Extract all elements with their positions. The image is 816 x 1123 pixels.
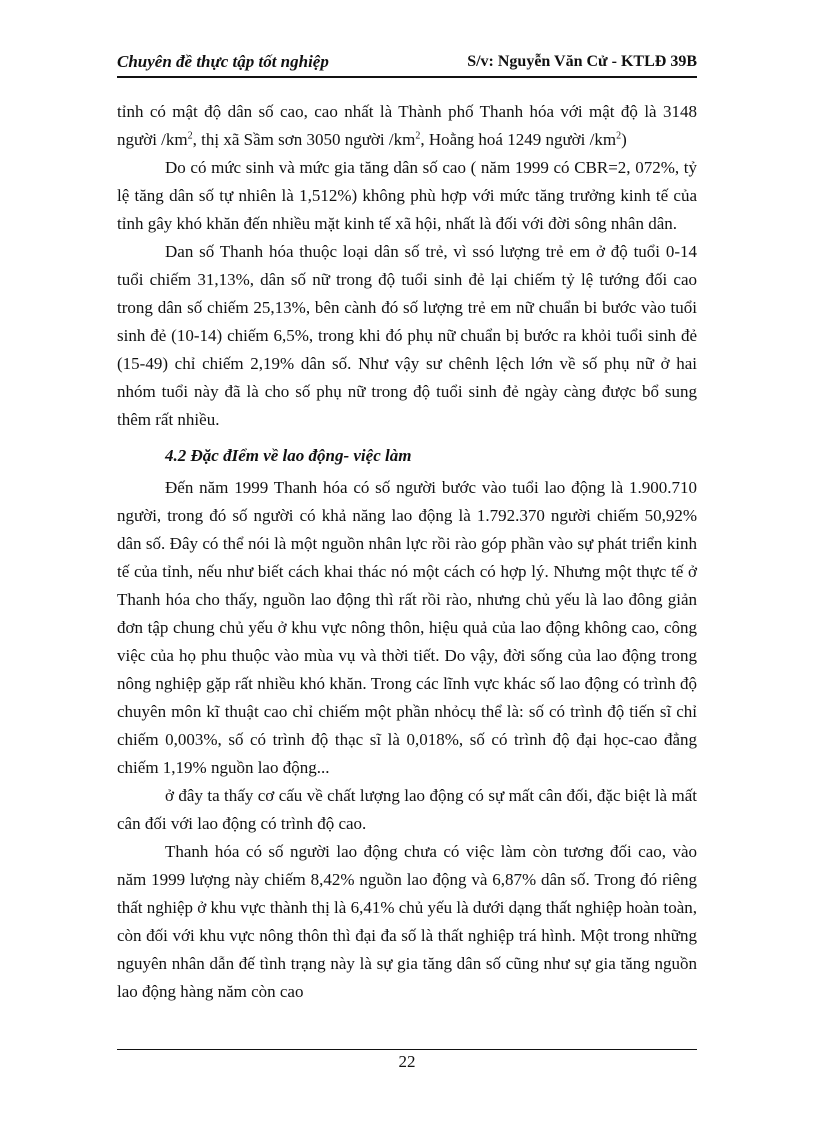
paragraph-young-population: Dan số Thanh hóa thuộc loại dân số trẻ, vì ssó lượng trẻ em ở độ tuổi 0-14 tuổi chiếm 31,13%, dân số nữ trong độ tuổi sinh đẻ lại chiếm tỷ lệ tướng đối cao trong dân số chiếm 25,13%, bên cành đó số lượng trẻ em nữ chuẩn bi bước vào tuổi sinh đẻ (10-14) chiếm 6,5%, trong khi đó phụ nữ chuẩn bị bước ra khỏi tuổi sinh đẻ (15-49) chỉ chiếm 2,19% dân số. Như vậy sư chênh lệch lớn về số phụ nữ ở hai nhóm tuổi này đã là cho số phụ nữ trong độ tuổi sinh đẻ ngày càng được bổ sung thêm rất nhiều.	[117, 242, 697, 429]
paragraph-labor-quality: ở đây ta thấy cơ cấu về chất lượng lao động có sự mất cân đối, đặc biệt là mất cân đối với lao động có trình độ cao.	[117, 786, 697, 833]
superscript-2: 2	[616, 130, 622, 142]
footer-divider	[117, 1049, 697, 1050]
paragraph-birth-rate: Do có mức sinh và mức gia tăng dân số cao ( năm 1999 có CBR=2, 072%, tỷ lệ tăng dân số tự nhiên là 1,512%) không phù hợp với mức tăng trưởng kinh tế của tỉnh gây khó khăn đến nhiều mặt kinh tế xã hội, nhất là đối với đời sông nhân dân.	[117, 158, 697, 233]
paragraph-unemployment: Thanh hóa có số người lao động chưa có việc làm còn tương đối cao, vào năm 1999 lượng này chiếm 8,42% nguồn lao động và 6,87% dân số. Trong đó riêng thất nghiệp ở khu vực thành thị là 6,41% chủ yếu là dưới dạng thất nghiệp hoàn toàn, còn đối với khu vực nông thôn thì đại đa số là thất nghiệp trá hình. Một trong những nguyên nhân dẫn đế tình trạng này là sự gia tăng dân số cũng như sự gia tăng nguồn lao động hàng năm còn cao	[117, 842, 697, 1001]
density-text-d: )	[621, 130, 627, 149]
header-author: S/v: Nguyễn Văn Cử - KTLĐ 39B	[467, 53, 697, 70]
density-text-a: tỉnh có mật độ dân số cao, cao nhất là Thành phố Thanh hóa với mật độ là 3148 người /km	[117, 102, 697, 149]
paragraph-labor-force: Đến năm 1999 Thanh hóa có số người bước vào tuổi lao động là 1.900.710 người, trong đó số người có khả năng lao động là 1.792.370 người chiếm 50,92% dân số. Đây có thể nói là một nguồn nhân lực rồi rào góp phần vào sự phát triển kinh tế của tỉnh, nếu như biết cách khai thác nó một cách có hợp lý. Nhưng một thực tế ở Thanh hóa cho thấy, nguồn lao động thì rất rồi rào, nhưng chủ yếu là lao đông giản đơn tập chung chủ yếu ở khu vực nông thôn, hiệu quả của lao động không cao, công việc của họ phu thuộc vào mùa vụ và thời tiết. Do vậy, đời sống của lao động trong nông nghiệp gặp rất nhiều khó khăn. Trong các lĩnh vực khác số lao động có trình độ chuyên môn kĩ thuật cao chỉ chiếm một phần nhỏcụ thể là: số có trình độ tiến sĩ chỉ chiếm 0,003%, số có trình độ thạc sĩ là 0,018%, số có trình độ đại học-cao đẳng chiếm 1,19% nguồn lao động...	[117, 478, 697, 777]
section-heading: 4.2 Đặc đIểm về lao động- việc làm	[165, 446, 412, 465]
header-title: Chuyên đề thực tập tốt nghiệp	[117, 52, 329, 71]
density-text-c: , Hoằng hoá 1249 người /km	[420, 130, 617, 149]
page-number: 22	[398, 1052, 416, 1071]
superscript-2: 2	[187, 130, 193, 142]
density-text-b: , thị xã Sầm sơn 3050 người /km	[192, 130, 416, 149]
superscript-2: 2	[415, 130, 421, 142]
document-body	[117, 98, 697, 1006]
page-header	[117, 50, 697, 78]
paragraph-population-density	[117, 98, 697, 154]
